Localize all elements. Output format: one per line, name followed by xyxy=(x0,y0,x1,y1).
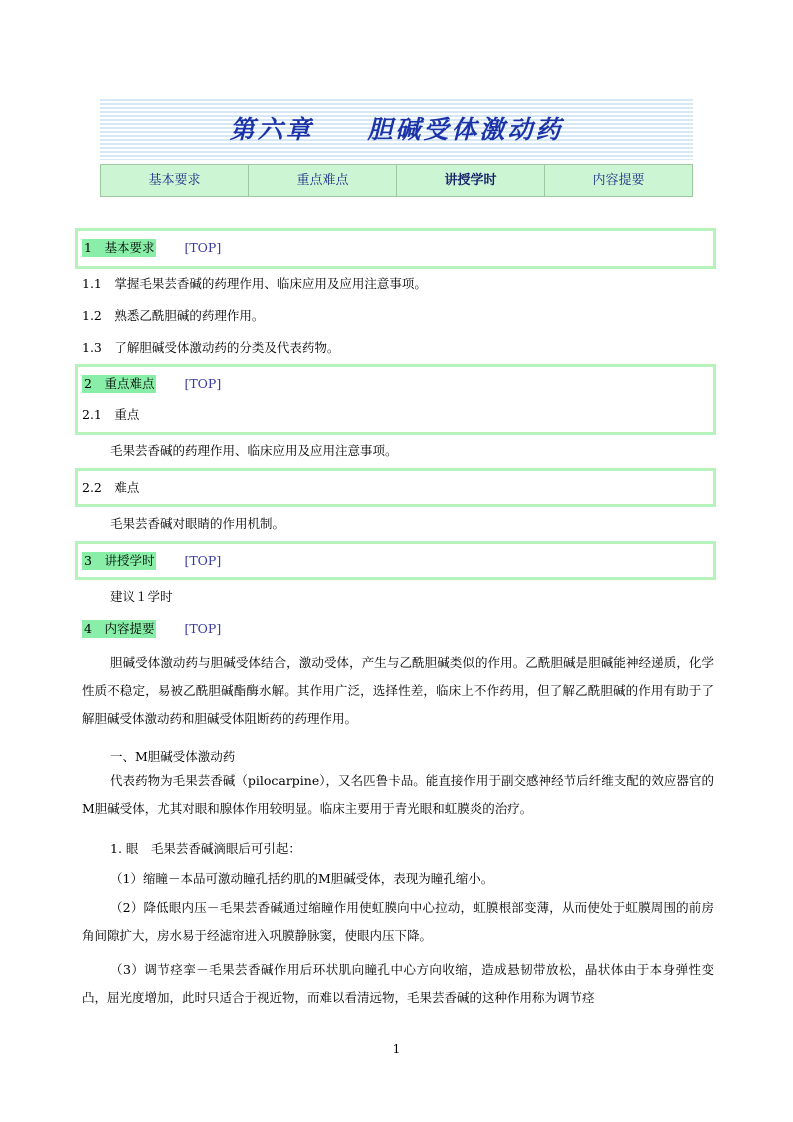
paragraph-intro: 胆碱受体激动药与胆碱受体结合，激动受体，产生与乙酰胆碱类似的作用。乙酰胆碱是胆碱能神经递质，化学性质不稳定，易被乙酰胆碱酯酶水解。其作用广泛，选择性差，临床上不作药用，但了解乙酰胆碱的作用有助于了解胆碱受体激动药和胆碱受体阻断药的药理作用。 xyxy=(82,655,714,726)
subheading-m-receptor: 一、M胆碱受体激动药 xyxy=(110,749,236,764)
section-3-heading xyxy=(82,552,221,570)
text-3: 建议１学时 xyxy=(110,589,173,604)
eye-title: 1. 眼 毛果芸香碱滴眼后可引起： xyxy=(110,841,301,856)
eye-iop: （2）降低眼内压－毛果芸香碱通过缩瞳作用使虹膜向中心拉动，虹膜根部变薄，从而使处于虹膜周围的前房角间隙扩大，房水易于经滤帘进入巩膜静脉窦，使眼内压下降。 xyxy=(82,900,714,943)
nav-basic-requirements[interactable]: 基本要求 xyxy=(101,165,249,196)
section-2-top-link[interactable]: [TOP] xyxy=(184,376,222,391)
eye-accommodation: （3）调节痉挛－毛果芸香碱作用后环状肌向瞳孔中心方向收缩，造成悬韧带放松，晶状体由于本身弹性变凸，屈光度增加，此时只适合于视近物，而难以看清远物，毛果芸香碱的这种作用称为调节痉 xyxy=(82,962,714,1005)
section-3-top-link[interactable]: [TOP] xyxy=(184,553,222,568)
text-2-2: 毛果芸香碱对眼睛的作用机制。 xyxy=(110,516,286,531)
item-1-2: 1.2 熟悉乙酰胆碱的药理作用。 xyxy=(82,308,265,323)
subheading-2-2: 2.2 难点 xyxy=(82,480,140,495)
subheading-2-1: 2.1 重点 xyxy=(82,407,140,422)
paragraph-pilocarpine: 代表药物为毛果芸香碱（pilocarpine），又名匹鲁卡品。能直接作用于副交感神经节后纤维支配的效应器官的M胆碱受体，尤其对眼和腺体作用较明显。临床主要用于青光眼和虹膜炎的治疗。 xyxy=(82,773,714,816)
section-4-label: 4 内容提要 xyxy=(84,621,155,636)
section-4-heading xyxy=(82,620,221,638)
section-1-heading xyxy=(82,239,221,257)
item-1-1: 1.1 掌握毛果芸香碱的药理作用、临床应用及应用注意事项。 xyxy=(82,276,427,291)
item-1-3: 1.3 了解胆碱受体激动药的分类及代表药物。 xyxy=(82,340,340,355)
page-title: 第六章 胆碱受体激动药 xyxy=(229,115,564,144)
section-2-label: 2 重点难点 xyxy=(84,376,155,391)
section-2-2-box xyxy=(75,468,716,507)
nav-bar xyxy=(100,164,693,197)
nav-content-summary[interactable]: 内容提要 xyxy=(592,173,645,188)
section-1-top-link[interactable]: [TOP] xyxy=(184,240,222,255)
section-3-label: 3 讲授学时 xyxy=(84,553,155,568)
section-1-label: 1 基本要求 xyxy=(84,240,155,255)
nav-key-difficult-points[interactable]: 重点难点 xyxy=(249,165,397,196)
page-number: 1 xyxy=(392,1042,401,1056)
section-2-heading xyxy=(82,375,221,393)
section-4-top-link[interactable]: [TOP] xyxy=(184,621,222,636)
nav-teaching-hours[interactable]: 讲授学时 xyxy=(397,165,545,196)
eye-miosis: （1）缩瞳－本品可激动瞳孔括约肌的M胆碱受体，表现为瞳孔缩小。 xyxy=(110,871,494,886)
text-2-1: 毛果芸香碱的药理作用、临床应用及应用注意事项。 xyxy=(110,443,398,458)
